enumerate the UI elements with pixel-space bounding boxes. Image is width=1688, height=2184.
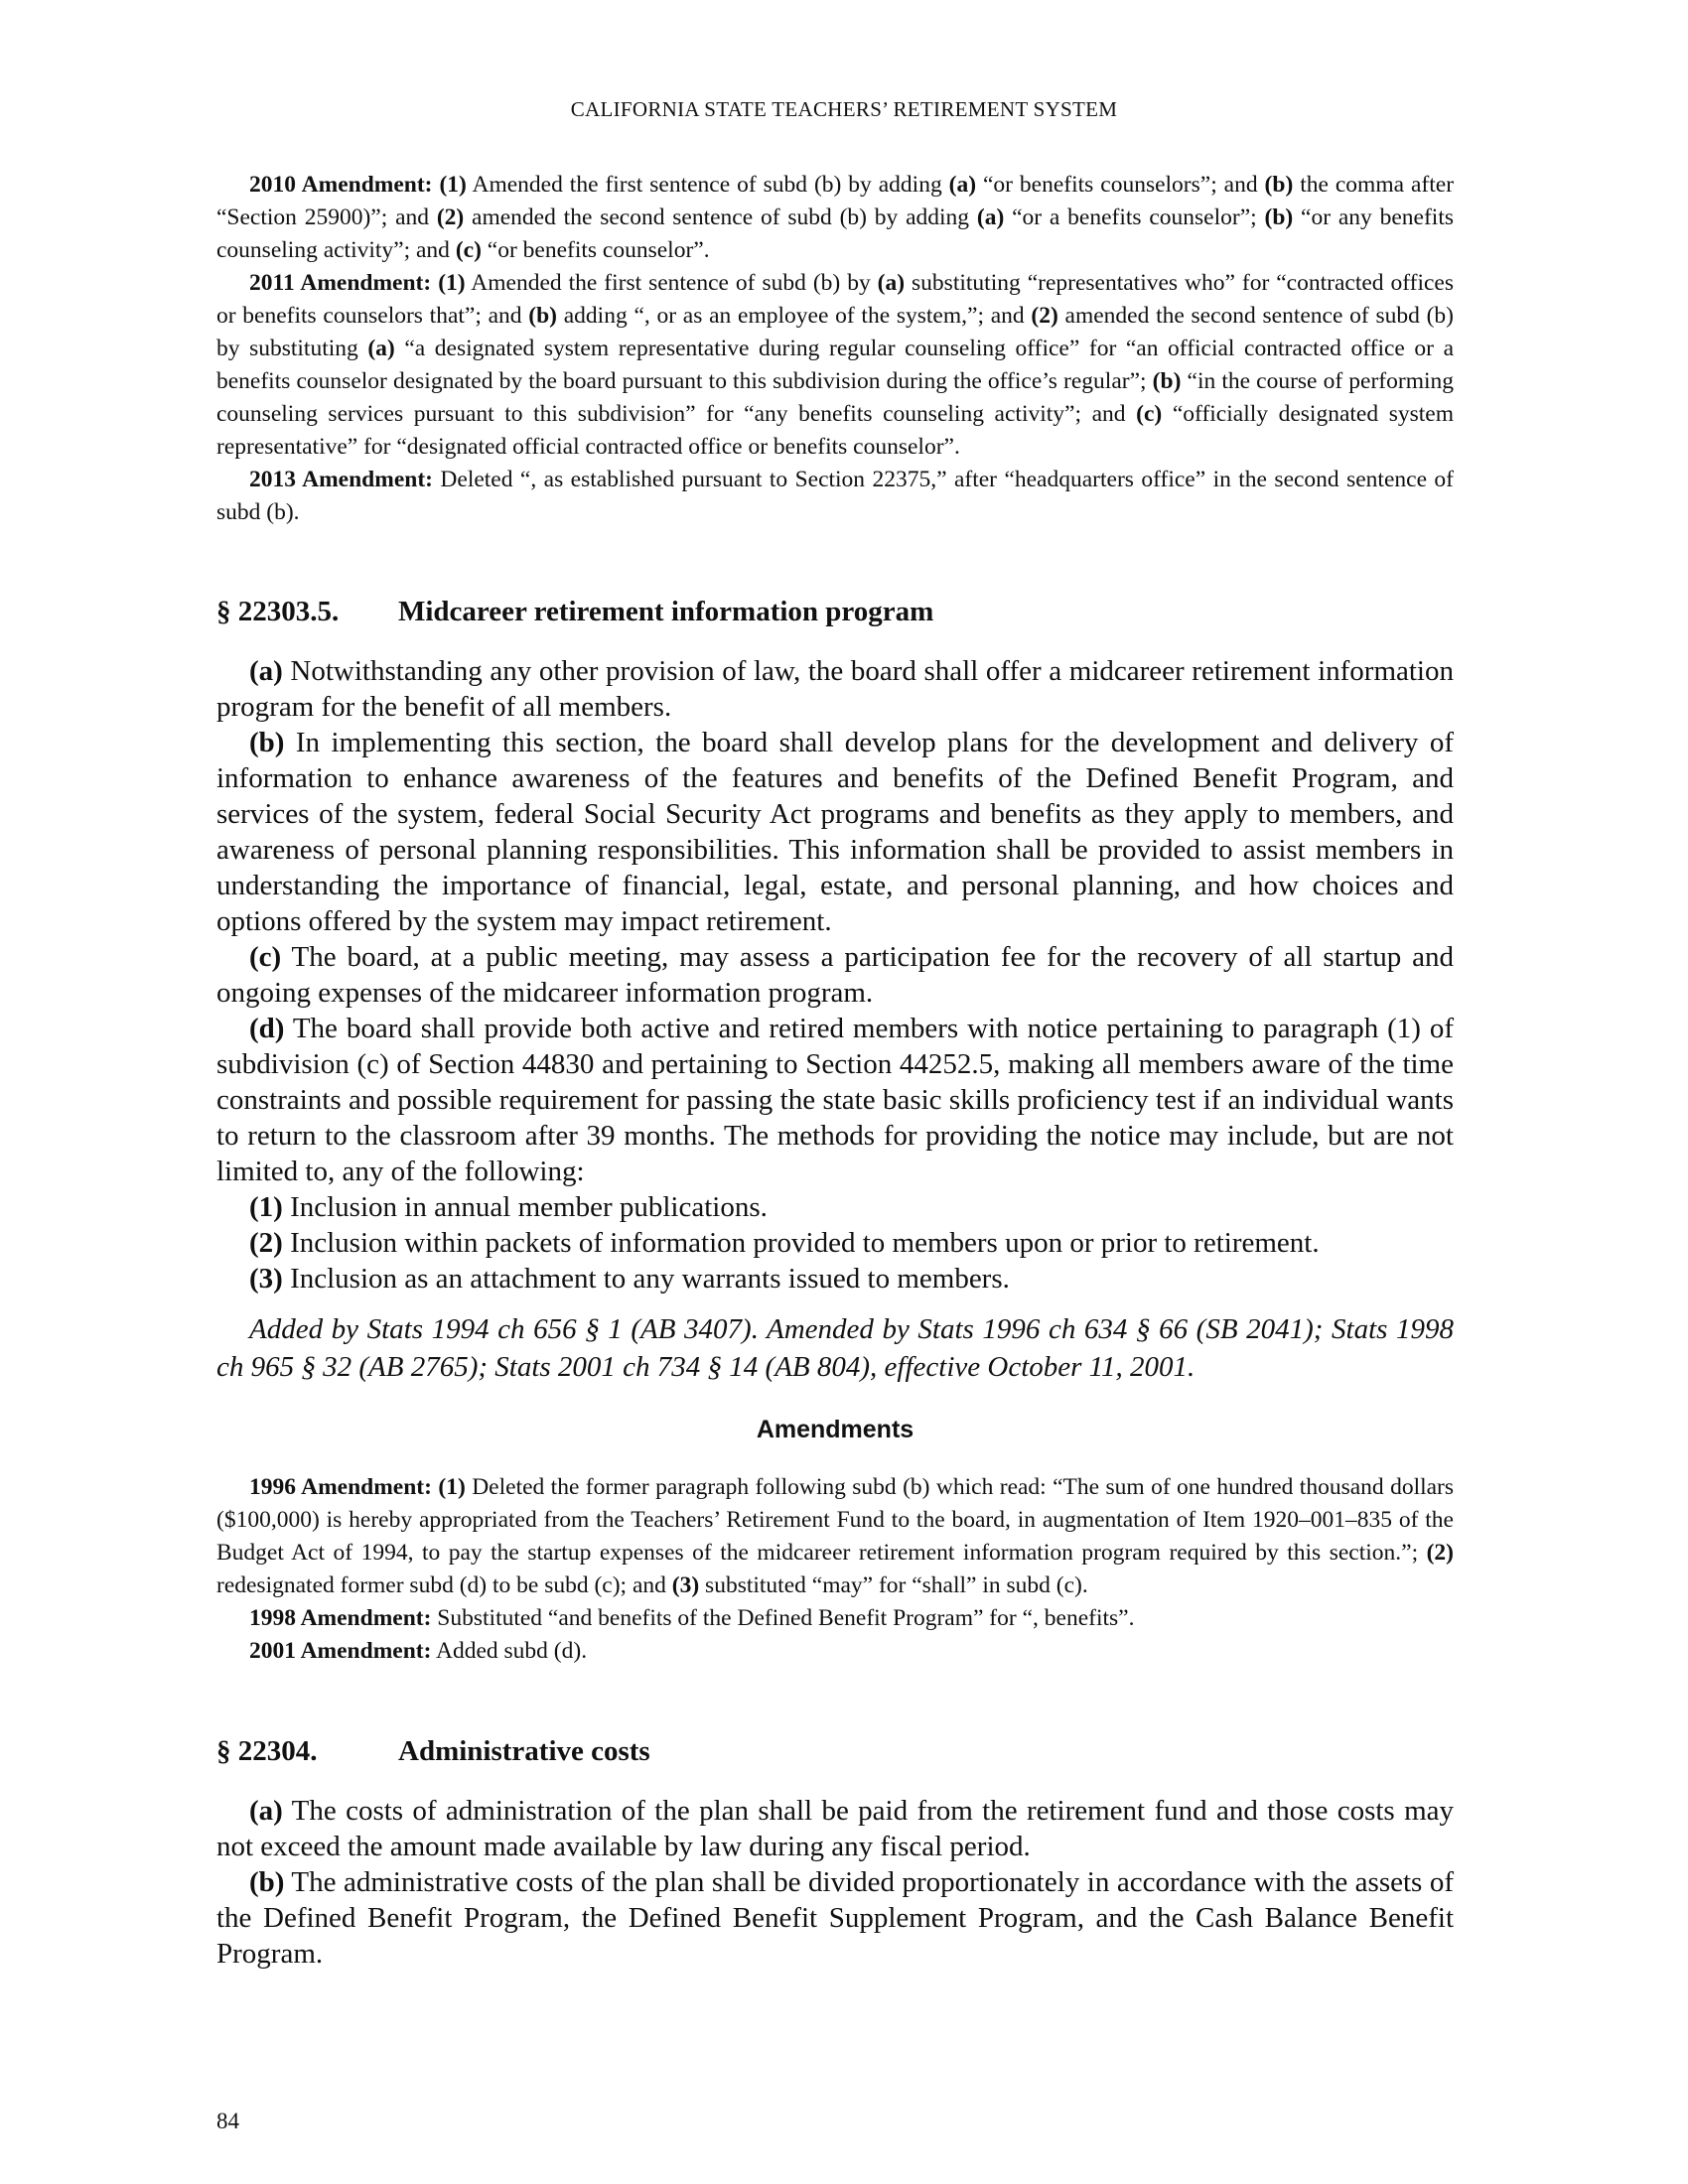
citation: Added by Stats 1994 ch 656 § 1 (AB 3407). Amended by Stats 1996 ch 634 § 66 (SB 2041); Stats 1998 ch 965 § 32 (AB 2765); Stats 2001 ch 734 § 14 (AB 804), effective October 11, 2001.: [216, 1313, 1454, 1383]
citation-block: [216, 1310, 1454, 1386]
list-item: (3) Inclusion as an attachment to any warrants issued to members.: [249, 1263, 1010, 1295]
section-title: Administrative costs: [398, 1735, 650, 1767]
amendment-note: 2011 Amendment: (1) Amended the first sentence of subd (b) by (a) substituting “representatives who” for “contracted offices or benefits counselors that”; and (b) adding “, or as an employee of the system,”; and (2) amended the second sentence of subd (b) by substituting (a) “a designated system representative during regular counseling office” for “an official contracted office or a benefits counselor designated by the board pursuant to this subdivision during the office’s regular”; (b) “in the course of performing counseling services pursuant to this subdivision” for “any benefits counseling activity”; and (c) “officially designated system representative” for “designated official contracted office or benefits counselor”.: [216, 270, 1455, 460]
page-header: CALIFORNIA STATE TEACHERS’ RETIREMENT SYSTEM: [570, 97, 1118, 121]
amendment-note: 2013 Amendment: Deleted “, as established pursuant to Section 22375,” after “headquarters office” in the second sentence of subd (b).: [216, 467, 1455, 525]
amendments-heading: Amendments: [756, 1416, 914, 1443]
amendment-note: 1998 Amendment: Substituted “and benefits of the Defined Benefit Program” for “, benefits”.: [249, 1605, 1135, 1631]
amendment-note: 1996 Amendment: (1) Deleted the former paragraph following subd (b) which read: “The sum of one hundred thousand dollars ($100,000) is hereby appropriated from the Teachers’ Retirement Fund to the board, in augmentation of Item 1920–001–835 of the Budget Act of 1994, to pay the startup expenses of the midcareer retirement information program required by this section.”; (2) redesignated former subd (d) to be subd (c); and (3) substituted “may” for “shall” in subd (c).: [216, 1474, 1455, 1598]
section-paragraph: (a) The costs of administration of the plan shall be paid from the retirement fund and those costs may not exceed the amount made available by law during any fiscal period.: [216, 1795, 1454, 1862]
section-number: § 22304.: [216, 1735, 318, 1767]
section-body-22304: [216, 1793, 1454, 1972]
amendment-note: 2001 Amendment: Added subd (d).: [249, 1638, 588, 1664]
section-body-22303-5: [216, 653, 1454, 1297]
amendment-note: 2010 Amendment: (1) Amended the first sentence of subd (b) by adding (a) “or benefits counselors”; and (b) the comma after “Section 25900)”; and (2) amended the second sentence of subd (b) by adding (a) “or a benefits counselor”; (b) “or any benefits counseling activity”; and (c) “or benefits counselor”.: [216, 172, 1455, 263]
section-number: § 22303.5.: [216, 596, 340, 627]
section-paragraph: (b) The administrative costs of the plan shall be divided proportionately in accordance with the assets of the Defined Benefit Program, the Defined Benefit Supplement Program, and the Cash Balance Benefit Program.: [216, 1866, 1454, 1970]
section-paragraph: (d) The board shall provide both active and retired members with notice pertaining to paragraph (1) of subdivision (c) of Section 44830 and pertaining to Section 44252.5, making all members aware of the time constraints and possible requirement for passing the state basic skills proficiency test if an individual wants to return to the classroom after 39 months. The methods for providing the notice may include, but are not limited to, any of the following:: [216, 1013, 1454, 1187]
section-title: Midcareer retirement information program: [398, 596, 934, 627]
list-item: (2) Inclusion within packets of information provided to members upon or prior to retirement.: [249, 1227, 1320, 1259]
section-paragraph: (b) In implementing this section, the board shall develop plans for the development and delivery of information to enhance awareness of the features and benefits of the Defined Benefit Program, and services of the system, federal Social Security Act programs and benefits as they apply to members, and awareness of personal planning responsibilities. This information shall be provided to assist members in understanding the importance of financial, legal, estate, and personal planning, and how choices and options offered by the system may impact retirement.: [216, 727, 1454, 937]
section-amendments: [216, 1471, 1454, 1668]
page-number: 84: [216, 2109, 239, 2133]
top-amendments: [216, 169, 1454, 529]
list-item: (1) Inclusion in annual member publications.: [249, 1191, 768, 1223]
section-heading-22303-5: [216, 594, 1454, 629]
section-paragraph: (a) Notwithstanding any other provision of law, the board shall offer a midcareer retirement information program for the benefit of all members.: [216, 655, 1454, 723]
section-paragraph: (c) The board, at a public meeting, may assess a participation fee for the recovery of all startup and ongoing expenses of the midcareer information program.: [216, 941, 1454, 1009]
section-heading-22304: [216, 1733, 1454, 1769]
amendments-heading-block: [216, 1416, 1454, 1444]
